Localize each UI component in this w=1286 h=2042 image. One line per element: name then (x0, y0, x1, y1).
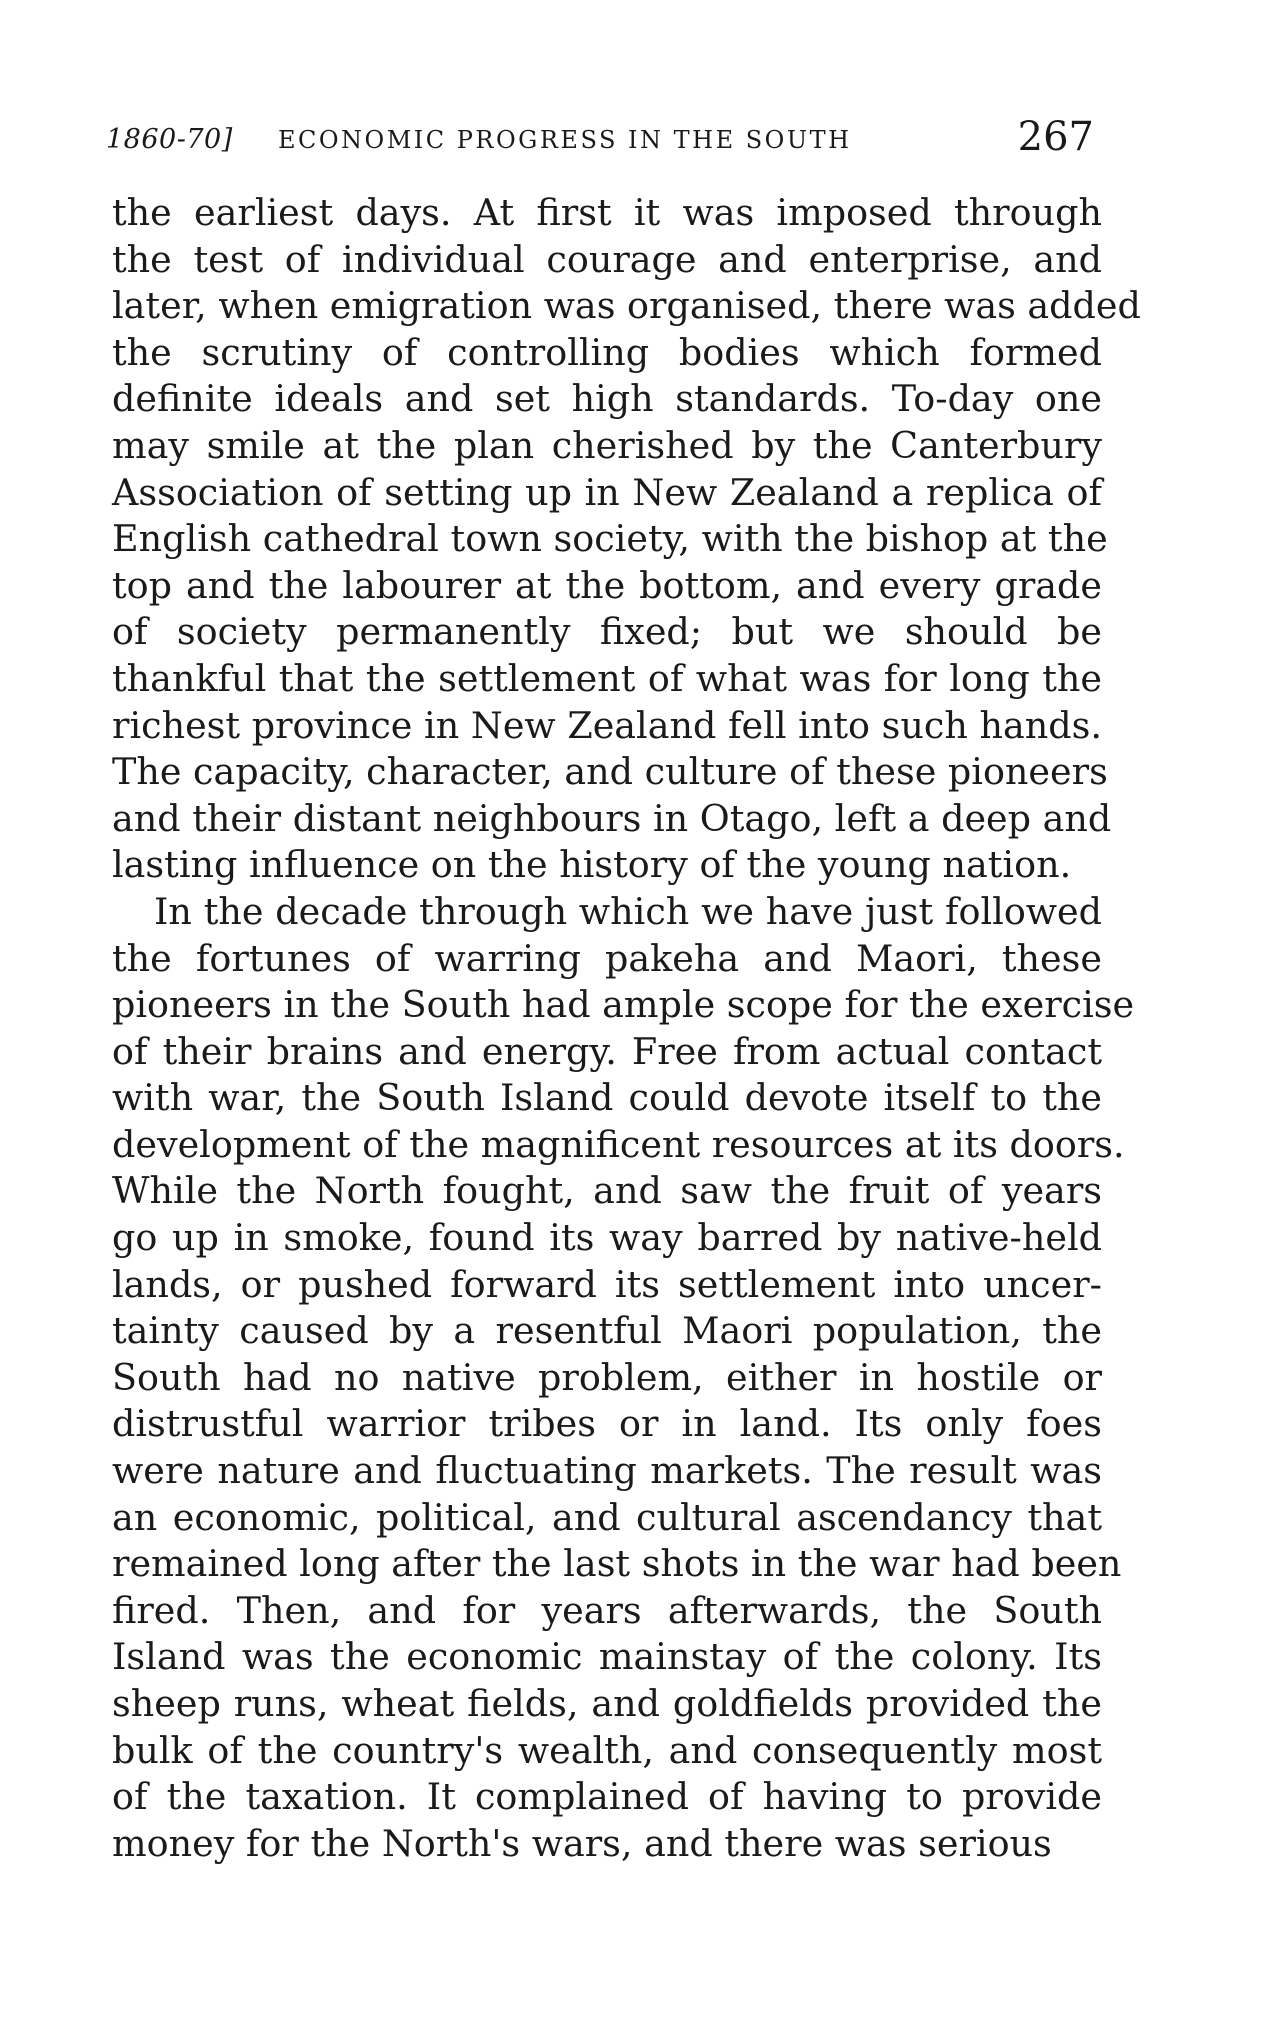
text-line: may smile at the plan cherished by the Canterbury (112, 423, 1102, 467)
paragraph (112, 889, 1135, 1867)
paragraph (112, 190, 1141, 889)
text-line: tainty caused by a resentful Maori population, the (112, 1309, 1102, 1353)
text-line: lasting influence on the history of the young nation. (112, 843, 1072, 887)
text-line: South had no native problem, either in hostile or (112, 1355, 1102, 1399)
page-number: 267 (1017, 114, 1094, 160)
running-header (106, 114, 1094, 170)
text-line: of the taxation. It complained of having to provide (112, 1775, 1102, 1819)
text-line: distrustful warrior tribes or in land. Its only foes (112, 1402, 1102, 1446)
text-line: remained long after the last shots in the war had been (112, 1542, 1122, 1586)
text-line: the test of individual courage and enterprise, and (112, 237, 1102, 281)
text-line: lands, or pushed forward its settlement into uncer- (112, 1262, 1102, 1306)
text-line: go up in smoke, found its way barred by native-held (112, 1216, 1102, 1260)
text-line: the fortunes of warring pakeha and Maori, these (112, 936, 1102, 980)
text-line: thankful that the settlement of what was for long the (112, 656, 1102, 700)
text-line: the earliest days. At first it was imposed through (112, 191, 1102, 234)
text-line: Island was the economic mainstay of the colony. Its (112, 1635, 1102, 1679)
text-line: In the decade through which we have just followed (154, 889, 1102, 933)
header-dates: 1860-70] (106, 124, 233, 155)
text-line: and their distant neighbours in Otago, left a deep and (112, 796, 1112, 840)
text-line: fired. Then, and for years afterwards, the South (112, 1588, 1102, 1632)
text-line: development of the magnificent resources at its doors. (112, 1122, 1125, 1166)
text-line: later, when emigration was organised, there was added (112, 284, 1141, 328)
text-line: of society permanently fixed; but we should be (112, 610, 1102, 654)
text-line: sheep runs, wheat fields, and goldfields provided the (112, 1682, 1102, 1725)
text-line: were nature and fluctuating markets. The result was (112, 1449, 1102, 1493)
text-line: English cathedral town society, with the bishop at the (112, 517, 1108, 561)
text-line: Association of setting up in New Zealand a replica of (112, 470, 1102, 514)
text-line: definite ideals and set high standards. To-day one (112, 377, 1102, 421)
text-line: of their brains and energy. Free from actual contact (112, 1029, 1102, 1073)
running-title: ECONOMIC PROGRESS IN THE SOUTH (278, 126, 852, 154)
text-line: an economic, political, and cultural ascendancy that (112, 1495, 1102, 1539)
text-line: pioneers in the South had ample scope for the exercise (112, 983, 1135, 1027)
text-line: top and the labourer at the bottom, and every grade (112, 563, 1102, 607)
text-line: money for the North's wars, and there was serious (112, 1821, 1052, 1865)
body-text (112, 190, 1141, 1867)
text-line: the scrutiny of controlling bodies which formed (112, 330, 1102, 374)
text-line: The capacity, character, and culture of these pioneers (112, 750, 1108, 794)
text-line: While the North fought, and saw the fruit of years (112, 1169, 1102, 1213)
text-line: richest province in New Zealand fell into such hands. (112, 703, 1102, 747)
text-line: bulk of the country's wealth, and consequently most (112, 1728, 1102, 1772)
text-line: with war, the South Island could devote itself to the (112, 1076, 1102, 1120)
